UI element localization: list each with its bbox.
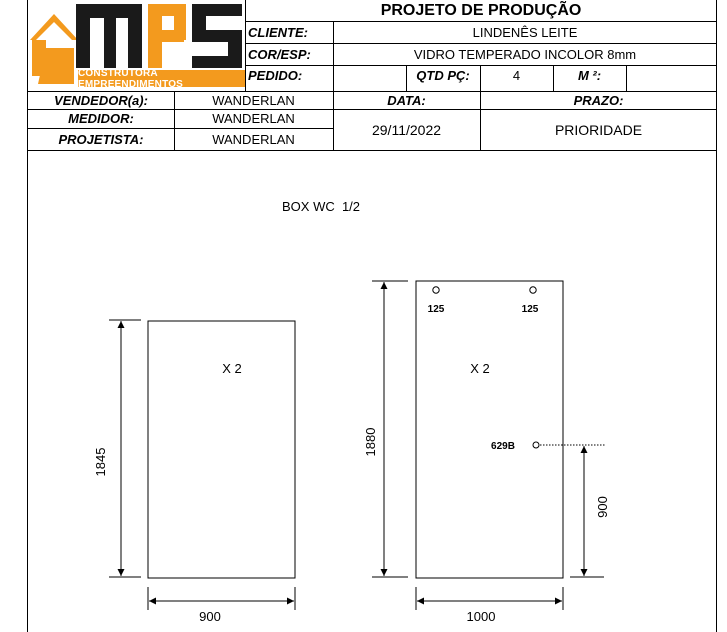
right-width-label: 1000 <box>466 609 496 624</box>
cor-esp-value: VIDRO TEMPERADO INCOLOR 8mm <box>413 46 637 62</box>
medidor-label: MEDIDOR: <box>68 111 134 126</box>
vendedor-label: VENDEDOR(a): <box>54 92 148 108</box>
prazo-label: PRAZO: <box>573 92 624 108</box>
left-height-label: 1845 <box>93 447 108 477</box>
prazo-value: PRIORIDADE <box>554 121 643 138</box>
medidor-value: WANDERLAN <box>212 111 295 126</box>
right-glass-panel <box>416 281 563 578</box>
pedido-label: PEDIDO: <box>248 67 303 83</box>
hole-top-right-icon <box>530 287 536 293</box>
projetista-label: PROJETISTA: <box>58 131 144 147</box>
hole-height-label: 900 <box>595 496 610 518</box>
projetista-value: WANDERLAN <box>212 131 295 147</box>
right-height-label: 1880 <box>363 427 378 457</box>
hole-side-label: 629B <box>491 441 515 452</box>
m2-label: M ²: <box>577 67 602 83</box>
left-glass-panel <box>148 321 295 578</box>
qtd-pc-label: QTD PÇ: <box>416 67 470 83</box>
hole-right-label: 125 <box>521 304 539 315</box>
cliente-value: LINDENÊS LEITE <box>472 24 578 40</box>
hole-left-label: 125 <box>427 304 445 315</box>
page-title: PROJETO DE PRODUÇÃO <box>380 1 582 19</box>
hole-side-icon <box>533 442 539 448</box>
hole-top-left-icon <box>433 287 439 293</box>
data-value: 29/11/2022 <box>371 121 442 138</box>
logo-subtitle: CONSTRUTORA EMPREENDIMENTOS <box>78 67 184 90</box>
left-width-label: 900 <box>199 609 221 624</box>
right-quantity: X 2 <box>470 361 490 376</box>
qtd-pc-value: 4 <box>512 67 521 83</box>
vendedor-value: WANDERLAN <box>212 92 295 108</box>
drawing-caption: BOX WC 1/2 <box>282 199 361 214</box>
data-label: DATA: <box>387 92 426 108</box>
left-quantity: X 2 <box>222 361 242 376</box>
cliente-label: CLIENTE: <box>248 24 308 40</box>
cor-esp-label: COR/ESP: <box>248 46 311 62</box>
